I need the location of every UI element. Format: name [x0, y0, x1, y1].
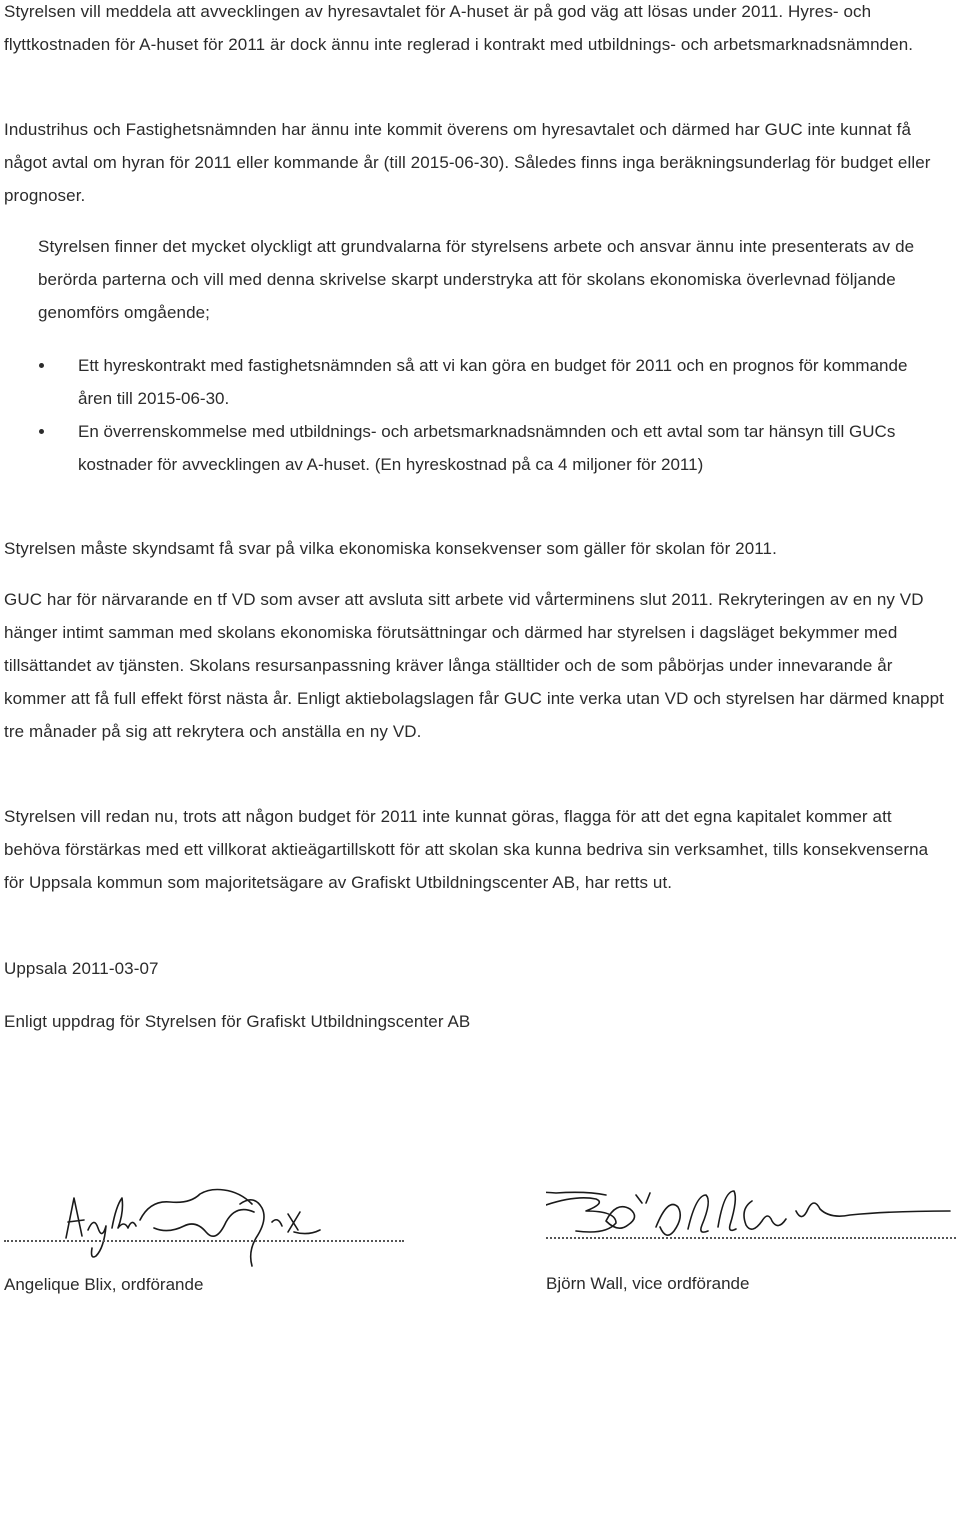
bullet-text: Ett hyreskontrakt med fastighetsnämnden så att vi kan göra en budget för 2011 och en prognos för kommande åren till 2015-06-30. — [78, 356, 908, 408]
signature-caption-vice-chair: Björn Wall, vice ordförande — [546, 1274, 750, 1293]
place-and-date: Uppsala 2011-03-07 — [4, 959, 159, 978]
paragraph-board-concern: Styrelsen finner det mycket olyckligt att grundvalarna för styrelsens arbete och ansvar ännu inte presenterats av de berörda parterna och vill med denna skrivelse skarpt understryka att för skolans ekonomiska överlevnad följande genomförs omgående; — [38, 237, 915, 322]
paragraph-lease-settlement: Styrelsen vill meddela att avvecklingen av hyresavtalet för A-huset är på god väg att lösas under 2011. Hyres- och flyttkostnaden för A-huset för 2011 är dock ännu inte reglerad i kontrakt med utbildnings- och arbetsmarknadsnämnden. — [4, 2, 914, 54]
bullet-list-demands — [38, 349, 943, 481]
signature-block-vice-chair — [546, 1165, 956, 1305]
paragraph-rent-agreement: Industrihus och Fastighetsnämnden har ännu inte kommit överens om hyresavtalet och därmed har GUC inte kunnat få något avtal om hyran för 2011 eller kommande år (till 2015-06-30). Således finns inga beräkningsunderlag för budget eller prognoser. — [4, 120, 931, 205]
bullet-dot-icon — [39, 363, 44, 368]
signature-block-chair — [4, 1170, 404, 1310]
handwritten-signature-vice-chair — [546, 1165, 956, 1265]
signature-dotted-line — [546, 1237, 956, 1239]
paragraph-urgent-answer: Styrelsen måste skyndsamt få svar på vilka ekonomiska konsekvenser som gäller för skolan för 2011. — [4, 539, 777, 558]
paragraph-capital-contribution: Styrelsen vill redan nu, trots att någon budget för 2011 inte kunnat göras, flagga för att det egna kapitalet kommer att behöva förstärkas med ett villkorat aktieägartillskott för att skolan ska kunna bedriva sin verksamhet, tills konsekvenserna för Uppsala kommun som majoritetsägare av Grafiskt Utbildningscenter AB, har retts ut. — [4, 807, 929, 892]
paragraph-ceo-recruitment: GUC har för närvarande en tf VD som avser att avsluta sitt arbete vid vårterminens slut 2011. Rekryteringen av en ny VD hänger intimt samman med skolans ekonomiska förutsättningar och därmed har styrelsen i dagsläget bekymmer med tillsättandet av tjänsten. Skolans resursanpassning kräver långa ställtider och de som påbörjas under innevarande år kommer att få full effekt först nästa år. Enligt aktiebolagslagen får GUC inte verka utan VD och styrelsen har därmed knappt tre månader på sig att rekrytera och anställa en ny VD. — [4, 590, 944, 741]
signature-caption-chair: Angelique Blix, ordförande — [4, 1275, 204, 1294]
bullet-text: En överrenskommelse med utbildnings- och arbetsmarknadsnämnden och ett avtal som tar hänsyn till GUCs kostnader för avvecklingen av A-huset. (En hyreskostnad på ca 4 miljoner för 2011) — [78, 422, 896, 474]
handwritten-signature-chair — [4, 1170, 404, 1270]
bullet-item-rental-contract — [38, 349, 943, 415]
signature-dotted-line — [4, 1240, 404, 1242]
mandate-line: Enligt uppdrag för Styrelsen för Grafiskt Utbildningscenter AB — [4, 1012, 471, 1031]
bullet-dot-icon — [39, 429, 44, 434]
bullet-item-agreement — [38, 415, 943, 481]
